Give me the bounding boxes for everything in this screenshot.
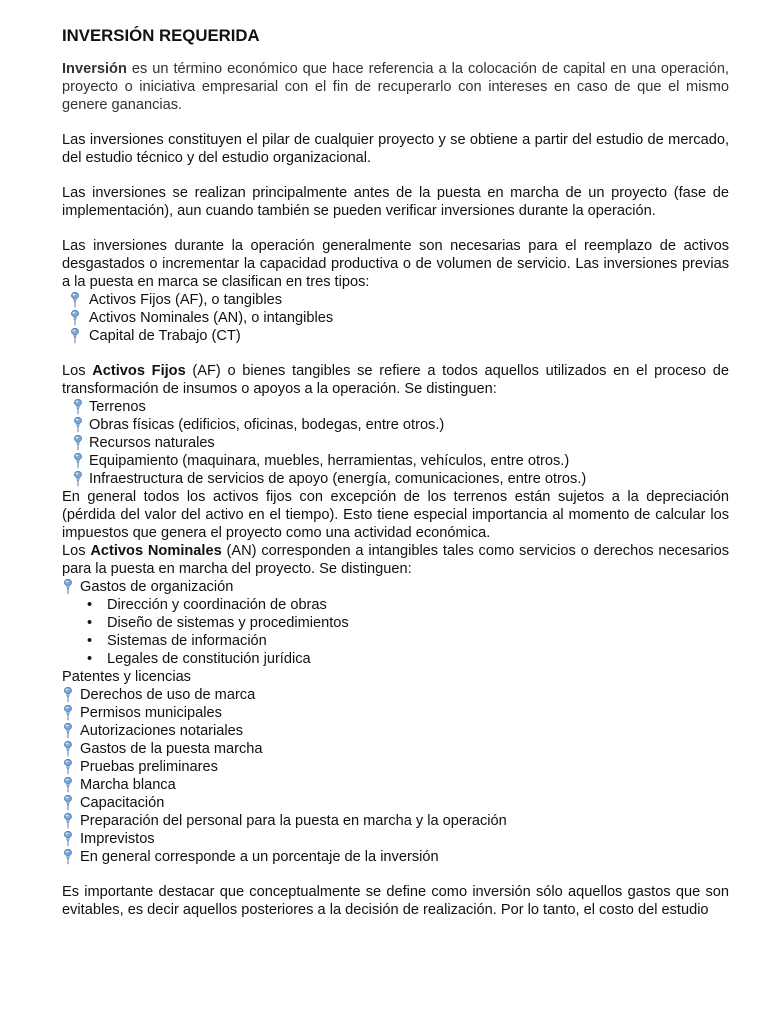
paragraph-activos-nominales: Los Activos Nominales (AN) corresponden a intangibles tales como servicios o derechos necesarios para la puesta en marcha del proyecto. Se distinguen:	[62, 543, 729, 577]
pin-icon	[63, 813, 73, 829]
paragraph-depreciacion: En general todos los activos fijos con excepción de los terrenos están sujetos a la depreciación (pérdida del valor del activo en el tiempo). Esto tiene especial importancia al momento de calcular los impuestos que genera el proyecto como una actividad económica.	[62, 489, 729, 541]
list-item: Infraestructura de servicios de apoyo (energía, comunicaciones, entre otros.)	[69, 470, 729, 488]
pin-icon	[63, 705, 73, 721]
list-item: Autorizaciones notariales	[59, 722, 729, 740]
list-item: Gastos de organización	[59, 578, 729, 596]
pin-icon	[63, 687, 73, 703]
list-item: • Legales de constitución jurídica	[87, 651, 311, 667]
list-item: Activos Nominales (AN), o intangibles	[66, 309, 729, 327]
pin-icon	[63, 723, 73, 739]
list-item: Gastos de la puesta marcha	[59, 740, 729, 758]
tipos-list	[62, 291, 729, 345]
list-item: Capital de Trabajo (CT)	[66, 327, 729, 345]
list-item: Permisos municipales	[59, 704, 729, 722]
paragraph-definition	[62, 60, 729, 114]
list-item: Preparación del personal para la puesta en marcha y la operación	[59, 812, 729, 830]
term-activos-fijos: Activos Fijos	[92, 363, 186, 379]
pin-icon	[70, 310, 80, 326]
list-item: • Diseño de sistemas y procedimientos	[87, 615, 349, 631]
paragraph-conclusion: Es importante destacar que conceptualmente se define como inversión sólo aquellos gastos que son evitables, es decir aquellos posteriores a la decisión de realización. Por lo tanto, el costo del estudio	[62, 884, 729, 918]
list-item: Recursos naturales	[69, 434, 729, 452]
pin-icon	[70, 328, 80, 344]
list-item: Activos Fijos (AF), o tangibles	[66, 291, 729, 309]
term-inversion: Inversión	[62, 61, 127, 77]
pin-icon	[73, 471, 83, 487]
bullet-icon: •	[87, 597, 93, 613]
definition-text: es un término económico que hace referencia a la colocación de capital en una operación, proyecto o iniciativa empresarial con el fin de recuperarlo con intereses en caso de que el mismo genere ganancias.	[62, 61, 729, 113]
list-item: • Sistemas de información	[87, 633, 267, 649]
pin-icon	[63, 795, 73, 811]
page-title: INVERSIÓN REQUERIDA	[62, 26, 260, 45]
list-item: Obras físicas (edificios, oficinas, bodegas, entre otros.)	[69, 416, 729, 434]
pin-icon	[73, 453, 83, 469]
list-item: En general corresponde a un porcentaje de la inversión	[59, 848, 729, 866]
list-item: Terrenos	[69, 398, 729, 416]
paragraph-operacion: Las inversiones durante la operación generalmente son necesarias para el reemplazo de activos desgastados o incrementar la capacidad productiva o de volumen de servicio. Las inversiones previas a la puesta en marca se clasifican en tres tipos:	[62, 238, 729, 290]
organizacion-sublist	[62, 596, 729, 668]
pin-icon	[63, 579, 73, 595]
bullet-icon: •	[87, 633, 93, 649]
list-item: • Dirección y coordinación de obras	[87, 597, 327, 613]
activos-fijos-list	[62, 398, 729, 488]
pin-icon	[73, 399, 83, 415]
list-item: Imprevistos	[59, 830, 729, 848]
list-item: Equipamiento (maquinara, muebles, herramientas, vehículos, entre otros.)	[69, 452, 729, 470]
bullet-icon: •	[87, 651, 93, 667]
pin-icon	[63, 849, 73, 865]
pin-icon	[73, 417, 83, 433]
paragraph-pilar: Las inversiones constituyen el pilar de cualquier proyecto y se obtiene a partir del estudio de mercado, del estudio técnico y del estudio organizacional.	[62, 132, 729, 166]
pin-icon	[63, 741, 73, 757]
pin-icon	[63, 759, 73, 775]
list-item: Capacitación	[59, 794, 729, 812]
paragraph-activos-fijos: Los Activos Fijos (AF) o bienes tangibles se refiere a todos aquellos utilizados en el proceso de transformación de insumos o apoyos a la operación. Se distinguen:	[62, 363, 729, 397]
list-item: Marcha blanca	[59, 776, 729, 794]
pin-icon	[63, 777, 73, 793]
bullet-icon: •	[87, 615, 93, 631]
paragraph-implementacion: Las inversiones se realizan principalmente antes de la puesta en marcha de un proyecto (fase de implementación), aun cuando también se pueden verificar inversiones durante la operación.	[62, 185, 729, 219]
pin-icon	[73, 435, 83, 451]
nominales-rest-list	[62, 686, 729, 866]
pin-icon	[70, 292, 80, 308]
pin-icon	[63, 831, 73, 847]
list-item: Pruebas preliminares	[59, 758, 729, 776]
list-item: Derechos de uso de marca	[59, 686, 729, 704]
activos-nominales-list	[62, 578, 729, 596]
term-activos-nominales: Activos Nominales	[90, 543, 222, 559]
patentes-label: Patentes y licencias	[62, 669, 191, 685]
